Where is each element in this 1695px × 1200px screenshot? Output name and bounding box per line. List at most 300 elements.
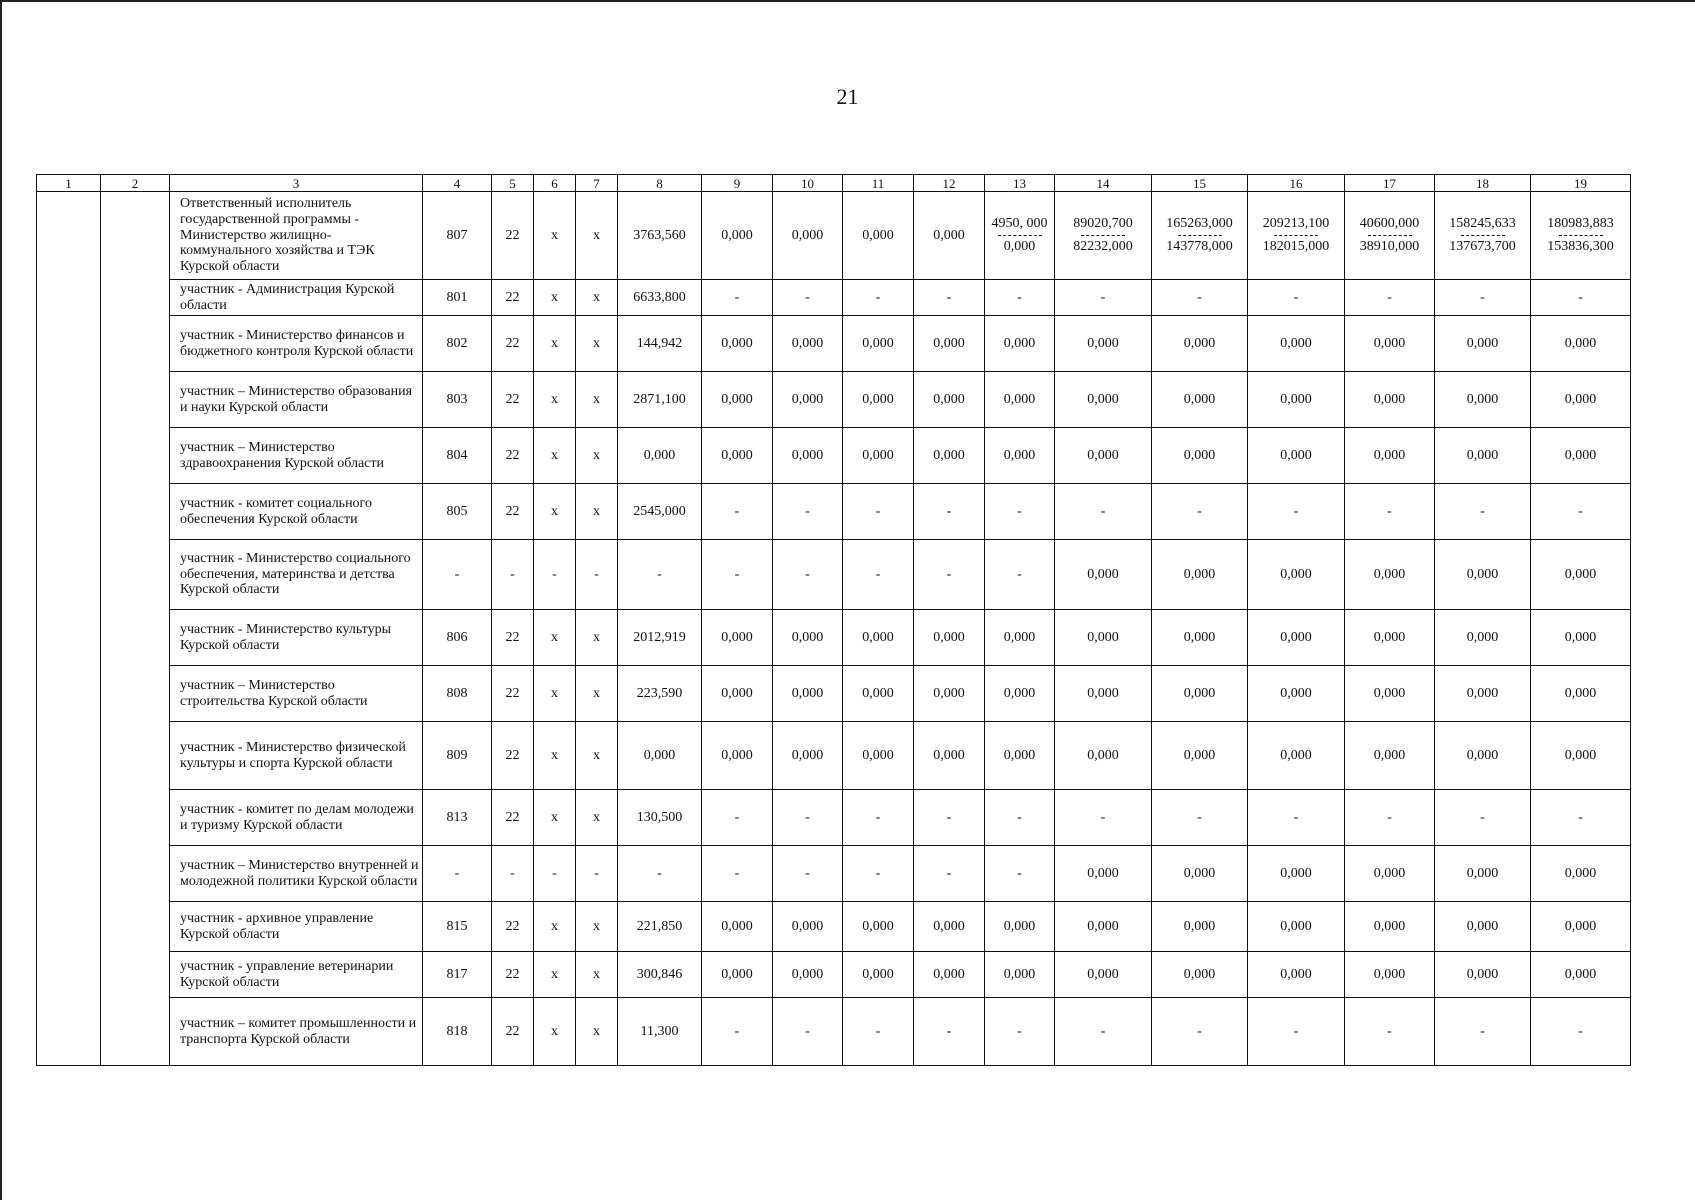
cell: x [534, 998, 576, 1066]
header-cell: 3 [170, 175, 423, 192]
row-name: участник - комитет социального обеспечения Курской области [170, 484, 423, 540]
cell: 0,000 [1435, 372, 1531, 428]
cell: 805 [423, 484, 492, 540]
split-cell [985, 192, 1055, 280]
planned-value: 165263,000 [1166, 216, 1233, 232]
cell: - [702, 484, 773, 540]
cell: 0,000 [773, 192, 843, 280]
cell: - [1531, 790, 1631, 846]
row-name: Ответственный исполнитель государственной программы - Министерство жилищно-коммунального хозяйства и ТЭК Курской области [170, 192, 423, 280]
empty-column-2 [101, 192, 170, 1066]
split-cell [1248, 192, 1345, 280]
cell: - [985, 540, 1055, 610]
cell: 803 [423, 372, 492, 428]
cell: 0,000 [1055, 846, 1152, 902]
cell: - [702, 540, 773, 610]
cell: 0,000 [843, 666, 914, 722]
cell: 0,000 [1152, 722, 1248, 790]
cell: 0,000 [843, 610, 914, 666]
header-cell: 15 [1152, 175, 1248, 192]
cell: 0,000 [702, 610, 773, 666]
cell: 22 [492, 428, 534, 484]
row-name: участник – Министерство внутренней и молодежной политики Курской области [170, 846, 423, 902]
split-cell [1055, 192, 1152, 280]
cell: - [1152, 484, 1248, 540]
cell: x [576, 790, 618, 846]
cell: - [773, 484, 843, 540]
dashed-separator [1461, 235, 1505, 236]
cell: - [773, 998, 843, 1066]
table-row [37, 666, 1631, 722]
cell: - [618, 846, 702, 902]
cell: 0,000 [1345, 610, 1435, 666]
cell: 0,000 [914, 316, 985, 372]
cell: 0,000 [985, 372, 1055, 428]
cell: - [534, 846, 576, 902]
cell: 0,000 [1435, 846, 1531, 902]
cell: - [423, 540, 492, 610]
cell: 0,000 [1152, 666, 1248, 722]
cell: 815 [423, 902, 492, 952]
cell: 0,000 [914, 192, 985, 280]
cell: 0,000 [1055, 722, 1152, 790]
cell: 0,000 [1531, 372, 1631, 428]
cell: 0,000 [773, 722, 843, 790]
cell: 0,000 [985, 722, 1055, 790]
cell: - [843, 998, 914, 1066]
cell: - [843, 280, 914, 316]
cell: 0,000 [702, 372, 773, 428]
cell: x [576, 610, 618, 666]
cell: 0,000 [1531, 540, 1631, 610]
cell: x [576, 192, 618, 280]
cell: 0,000 [1531, 428, 1631, 484]
cell: 0,000 [1531, 610, 1631, 666]
dashed-separator [1368, 235, 1412, 236]
cell: 0,000 [1345, 666, 1435, 722]
cell: 0,000 [1248, 540, 1345, 610]
row-name: участник - Министерство физической культуры и спорта Курской области [170, 722, 423, 790]
cell: x [534, 316, 576, 372]
page-border-top [0, 0, 1695, 2]
empty-column-1 [37, 192, 101, 1066]
cell: - [1345, 280, 1435, 316]
cell: 0,000 [702, 316, 773, 372]
cell: x [534, 666, 576, 722]
cell: 0,000 [843, 372, 914, 428]
budget-table [36, 174, 1631, 1066]
header-cell: 13 [985, 175, 1055, 192]
cell: - [985, 484, 1055, 540]
cell: - [985, 998, 1055, 1066]
cell: - [702, 846, 773, 902]
split-cell [1531, 192, 1631, 280]
cell: 0,000 [773, 428, 843, 484]
cell: 11,300 [618, 998, 702, 1066]
cell: - [1531, 484, 1631, 540]
cell: x [534, 790, 576, 846]
cell: 0,000 [985, 610, 1055, 666]
cell: 0,000 [914, 902, 985, 952]
cell: - [702, 280, 773, 316]
cell: - [1055, 998, 1152, 1066]
cell: 0,000 [1055, 540, 1152, 610]
cell: 0,000 [773, 610, 843, 666]
cell: 6633,800 [618, 280, 702, 316]
cell: 22 [492, 484, 534, 540]
header-cell: 2 [101, 175, 170, 192]
cell: 0,000 [1531, 846, 1631, 902]
table-row [37, 846, 1631, 902]
cell: - [843, 540, 914, 610]
cell: 0,000 [914, 372, 985, 428]
cell: - [843, 790, 914, 846]
header-cell: 4 [423, 175, 492, 192]
column-number-row [37, 175, 1631, 192]
cell: 0,000 [618, 428, 702, 484]
cell: - [914, 484, 985, 540]
cell: - [576, 846, 618, 902]
cell: 0,000 [1152, 952, 1248, 998]
cell: - [1435, 280, 1531, 316]
cell: 0,000 [985, 902, 1055, 952]
table-row [37, 952, 1631, 998]
cell: x [534, 610, 576, 666]
cell: x [534, 280, 576, 316]
cell: 0,000 [618, 722, 702, 790]
planned-value: 40600,000 [1359, 216, 1420, 232]
dashed-separator [1081, 235, 1125, 236]
cell: - [1248, 484, 1345, 540]
row-name: участник - Министерство финансов и бюджетного контроля Курской области [170, 316, 423, 372]
cell: 0,000 [1345, 428, 1435, 484]
cell: 221,850 [618, 902, 702, 952]
cell: - [423, 846, 492, 902]
cell: 0,000 [1055, 316, 1152, 372]
row-name: участник - комитет по делам молодежи и туризму Курской области [170, 790, 423, 846]
cell: - [618, 540, 702, 610]
cell: 0,000 [1152, 316, 1248, 372]
actual-value: 143778,000 [1166, 239, 1233, 254]
cell: 0,000 [985, 428, 1055, 484]
cell: x [576, 484, 618, 540]
cell: - [1435, 484, 1531, 540]
cell: 817 [423, 952, 492, 998]
table-row [37, 316, 1631, 372]
cell: x [576, 280, 618, 316]
cell: 22 [492, 998, 534, 1066]
cell: 0,000 [1531, 316, 1631, 372]
cell: - [1055, 280, 1152, 316]
cell: 0,000 [1055, 372, 1152, 428]
cell: x [534, 428, 576, 484]
cell: 0,000 [1248, 666, 1345, 722]
planned-value: 209213,100 [1262, 216, 1330, 232]
header-cell: 16 [1248, 175, 1345, 192]
dashed-separator [1559, 235, 1603, 236]
row-name: участник - архивное управление Курской области [170, 902, 423, 952]
cell: 0,000 [702, 722, 773, 790]
cell: 0,000 [985, 316, 1055, 372]
cell: 22 [492, 902, 534, 952]
actual-value: 182015,000 [1262, 239, 1330, 254]
cell: 0,000 [1248, 372, 1345, 428]
header-cell: 12 [914, 175, 985, 192]
actual-value: 82232,000 [1073, 239, 1133, 254]
table-row [37, 192, 1631, 280]
cell: - [576, 540, 618, 610]
header-cell: 18 [1435, 175, 1531, 192]
table-row [37, 998, 1631, 1066]
header-cell: 19 [1531, 175, 1631, 192]
cell: 0,000 [1345, 316, 1435, 372]
header-cell: 17 [1345, 175, 1435, 192]
cell: x [576, 428, 618, 484]
cell: 22 [492, 372, 534, 428]
cell: 806 [423, 610, 492, 666]
cell: 22 [492, 952, 534, 998]
cell: - [702, 790, 773, 846]
row-name: участник - Министерство социального обеспечения, материнства и детства Курской области [170, 540, 423, 610]
cell: x [534, 484, 576, 540]
cell: 22 [492, 192, 534, 280]
header-cell: 1 [37, 175, 101, 192]
planned-value: 180983,883 [1547, 216, 1614, 232]
cell: - [1435, 998, 1531, 1066]
cell: - [1152, 280, 1248, 316]
cell: - [914, 790, 985, 846]
cell: - [1152, 790, 1248, 846]
planned-value: 158245,633 [1449, 216, 1516, 232]
cell: - [1531, 280, 1631, 316]
cell: 0,000 [1345, 902, 1435, 952]
cell: - [914, 280, 985, 316]
cell: - [1531, 998, 1631, 1066]
cell: x [534, 952, 576, 998]
row-name: участник – Министерство строительства Курской области [170, 666, 423, 722]
cell: 0,000 [1345, 372, 1435, 428]
cell: 807 [423, 192, 492, 280]
cell: 0,000 [1435, 722, 1531, 790]
cell: - [702, 998, 773, 1066]
cell: x [576, 316, 618, 372]
cell: - [914, 998, 985, 1066]
row-name: участник – Министерство здравоохранения Курской области [170, 428, 423, 484]
cell: 0,000 [914, 666, 985, 722]
cell: - [773, 790, 843, 846]
split-cell [1435, 192, 1531, 280]
cell: 0,000 [702, 192, 773, 280]
cell: 0,000 [914, 610, 985, 666]
cell: x [534, 192, 576, 280]
table-row [37, 540, 1631, 610]
cell: 0,000 [1248, 722, 1345, 790]
actual-value: 137673,700 [1449, 239, 1516, 254]
cell: x [534, 372, 576, 428]
header-cell: 14 [1055, 175, 1152, 192]
cell: - [843, 484, 914, 540]
cell: - [1055, 484, 1152, 540]
cell: - [773, 540, 843, 610]
cell: 0,000 [843, 192, 914, 280]
cell: - [985, 846, 1055, 902]
cell: 0,000 [914, 428, 985, 484]
cell: - [1152, 998, 1248, 1066]
cell: 0,000 [1435, 428, 1531, 484]
header-cell: 11 [843, 175, 914, 192]
cell: - [492, 846, 534, 902]
cell: - [1345, 790, 1435, 846]
cell: 22 [492, 280, 534, 316]
cell: 0,000 [1055, 666, 1152, 722]
cell: 818 [423, 998, 492, 1066]
cell: 0,000 [702, 902, 773, 952]
dashed-separator [1274, 235, 1318, 236]
cell: 0,000 [1248, 846, 1345, 902]
cell: 0,000 [1152, 372, 1248, 428]
cell: - [1248, 280, 1345, 316]
cell: 0,000 [1152, 902, 1248, 952]
row-name: участник – Министерство образования и науки Курской области [170, 372, 423, 428]
cell: 0,000 [1248, 902, 1345, 952]
cell: 0,000 [1152, 846, 1248, 902]
cell: 802 [423, 316, 492, 372]
cell: 22 [492, 316, 534, 372]
cell: 0,000 [1248, 952, 1345, 998]
actual-value: 38910,000 [1359, 239, 1420, 254]
cell: - [773, 280, 843, 316]
cell: 0,000 [985, 666, 1055, 722]
cell: 0,000 [773, 666, 843, 722]
cell: 0,000 [843, 902, 914, 952]
cell: 0,000 [1345, 722, 1435, 790]
cell: 0,000 [1531, 666, 1631, 722]
cell: 0,000 [1055, 428, 1152, 484]
page-number: 21 [836, 84, 859, 109]
cell: 0,000 [1435, 610, 1531, 666]
cell: 804 [423, 428, 492, 484]
cell: 223,590 [618, 666, 702, 722]
cell: 0,000 [1435, 316, 1531, 372]
cell: 809 [423, 722, 492, 790]
cell: 0,000 [1152, 428, 1248, 484]
cell: x [534, 902, 576, 952]
cell: 0,000 [1152, 540, 1248, 610]
cell: - [534, 540, 576, 610]
cell: 0,000 [1435, 540, 1531, 610]
cell: 0,000 [702, 428, 773, 484]
cell: 801 [423, 280, 492, 316]
actual-value: 0,000 [1003, 239, 1036, 254]
cell: 2012,919 [618, 610, 702, 666]
cell: - [1055, 790, 1152, 846]
cell: 0,000 [1345, 540, 1435, 610]
cell: 0,000 [914, 722, 985, 790]
cell: 0,000 [1435, 902, 1531, 952]
header-cell: 9 [702, 175, 773, 192]
cell: - [1345, 484, 1435, 540]
cell: 22 [492, 666, 534, 722]
cell: 0,000 [1345, 846, 1435, 902]
cell: x [576, 372, 618, 428]
cell: - [914, 540, 985, 610]
split-cell [1152, 192, 1248, 280]
cell: 0,000 [773, 902, 843, 952]
planned-value: 89020,700 [1073, 216, 1133, 232]
cell: x [576, 722, 618, 790]
cell: x [576, 666, 618, 722]
cell: 0,000 [843, 316, 914, 372]
cell: x [576, 952, 618, 998]
cell: 22 [492, 610, 534, 666]
cell: 0,000 [1055, 952, 1152, 998]
cell: - [1345, 998, 1435, 1066]
cell: x [534, 722, 576, 790]
table-row [37, 484, 1631, 540]
cell: 3763,560 [618, 192, 702, 280]
cell: 0,000 [1435, 666, 1531, 722]
table-row [37, 610, 1631, 666]
cell: 2871,100 [618, 372, 702, 428]
cell: 22 [492, 722, 534, 790]
cell: 813 [423, 790, 492, 846]
cell: x [576, 902, 618, 952]
cell: 0,000 [1531, 952, 1631, 998]
cell: - [914, 846, 985, 902]
dashed-separator [998, 235, 1042, 236]
header-cell: 6 [534, 175, 576, 192]
cell: 144,942 [618, 316, 702, 372]
actual-value: 153836,300 [1547, 239, 1614, 254]
cell: 0,000 [914, 952, 985, 998]
cell: 22 [492, 790, 534, 846]
cell: 0,000 [1248, 316, 1345, 372]
cell: 0,000 [1435, 952, 1531, 998]
cell: 0,000 [1152, 610, 1248, 666]
header-cell: 5 [492, 175, 534, 192]
cell: 130,500 [618, 790, 702, 846]
cell: 808 [423, 666, 492, 722]
cell: 0,000 [1248, 610, 1345, 666]
cell: 0,000 [843, 722, 914, 790]
cell: 0,000 [1345, 952, 1435, 998]
cell: - [492, 540, 534, 610]
cell: - [843, 846, 914, 902]
cell: - [773, 846, 843, 902]
cell: 0,000 [1531, 902, 1631, 952]
header-cell: 8 [618, 175, 702, 192]
row-name: участник – комитет промышленности и транспорта Курской области [170, 998, 423, 1066]
cell: - [1435, 790, 1531, 846]
cell: 0,000 [843, 428, 914, 484]
cell: 0,000 [1055, 902, 1152, 952]
cell: 0,000 [843, 952, 914, 998]
planned-value: 4950, 000 [991, 216, 1048, 232]
cell: - [985, 790, 1055, 846]
page-border-left [0, 0, 2, 1200]
cell: 0,000 [702, 666, 773, 722]
cell: 0,000 [1531, 722, 1631, 790]
row-name: участник - Администрация Курской области [170, 280, 423, 316]
cell: - [985, 280, 1055, 316]
cell: 0,000 [1055, 610, 1152, 666]
row-name: участник - управление ветеринарии Курской области [170, 952, 423, 998]
cell: 0,000 [773, 372, 843, 428]
header-cell: 10 [773, 175, 843, 192]
table-row [37, 372, 1631, 428]
cell: 300,846 [618, 952, 702, 998]
cell: - [1248, 998, 1345, 1066]
